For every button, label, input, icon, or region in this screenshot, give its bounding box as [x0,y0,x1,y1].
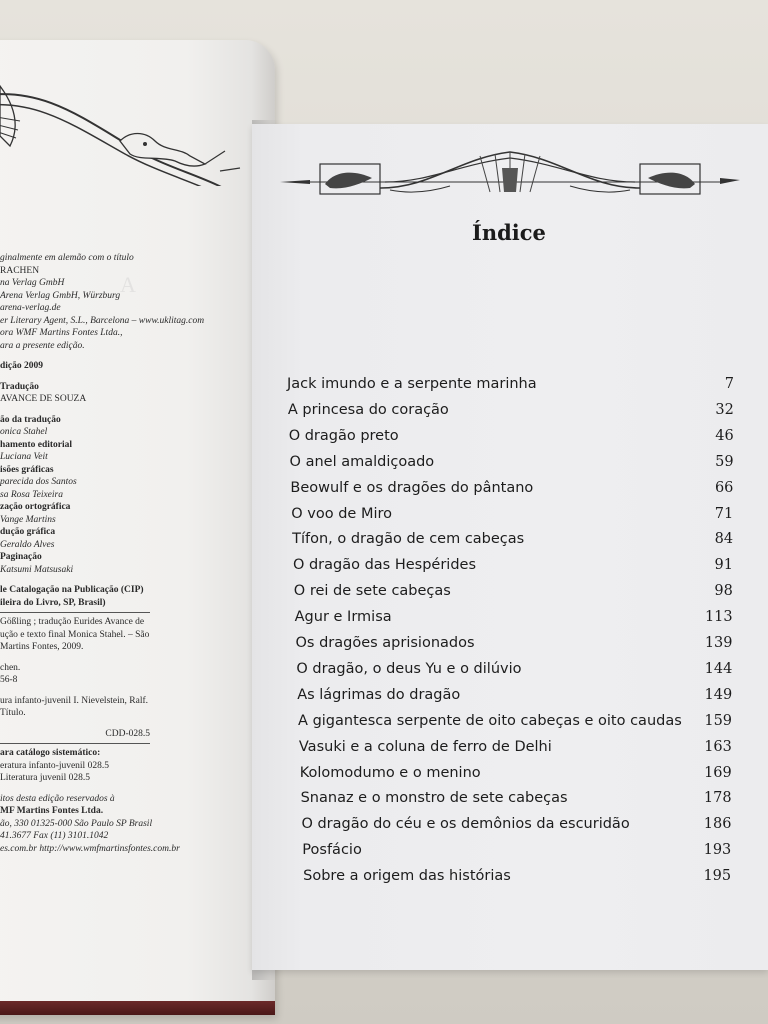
colophon-line: AVANCE DE SOUZA [0,394,87,404]
toc-entry-page: 149 [704,686,733,703]
colophon-line: RACHEN [0,265,40,276]
page-title: Índice [472,220,546,245]
colophon-line [0,576,270,584]
colophon-line: ão, 330 01325-000 São Paulo SP Brasil [0,818,153,829]
colophon-line [0,785,270,793]
colophon-line: CDD-028.5 [105,728,150,739]
colophon-line [0,743,150,744]
colophon-line: sa Rosa Teixeira [0,489,63,500]
toc-entry-page: 91 [714,557,733,574]
colophon-line: chen. [0,662,21,673]
toc-entry [299,739,768,761]
table-of-contents [252,124,768,970]
toc-entry-title: A gigantesca serpente de oito cabeças e oito caudas [298,712,682,729]
toc-entry-title: O dragão do céu e os demônios da escuridão [301,816,630,833]
toc-entry-title: Vasuki e a coluna de ferro de Delhi [298,738,552,755]
colophon-line: 41.3677 Fax (11) 3101.1042 [0,831,109,841]
toc-entry [298,713,768,735]
colophon-line: Título. [0,708,26,718]
toc-entry-page: 159 [704,712,733,729]
toc-entry-title: O rei de sete cabeças [293,583,451,600]
colophon-line [0,406,270,414]
show-through-text: A [120,272,138,297]
colophon-line: ara a presente edição. [0,340,85,351]
colophon-line: zação ortográfica [0,502,71,512]
toc-entry [290,454,768,476]
colophon-line: na Verlag GmbH [0,278,65,288]
colophon-line: itos desta edição reservados à [0,793,115,804]
colophon-line: ginalmente em alemão com o título [0,253,134,263]
colophon-line: ora WMF Martins Fontes Ltda., [0,328,123,338]
left-page [0,40,275,1015]
toc-entry-page: 7 [724,376,734,392]
colophon-line [0,654,270,662]
colophon-line [0,720,270,728]
colophon-line: ileira do Livro, SP, Brasil) [0,597,106,608]
toc-entry-page: 46 [715,427,734,444]
dragon-ornament-left [0,76,250,186]
toc-entry-title: Posfácio [302,842,362,859]
colophon-line: Arena Verlag GmbH, Würzburg [0,290,121,301]
toc-entry-title: Agur e Irmisa [294,609,392,626]
toc-entry [291,506,768,528]
toc-entry-page: 193 [703,842,732,859]
colophon-line: dição 2009 [0,361,44,371]
toc-entry [292,531,768,553]
colophon-line: isões gráficas [0,464,54,475]
colophon-line: Vange Martins [0,514,56,525]
colophon-line: Geraldo Alves [0,539,55,550]
colophon-line: MF Martins Fontes Ltda. [0,806,104,816]
colophon-line: arena-verlag.de [0,303,61,313]
toc-entry-title: As lágrimas do dragão [297,686,461,703]
toc-entry [293,557,768,579]
colophon-line: Katsumi Matsusaki [0,564,74,575]
colophon-line: es.com.br http://www.wmfmartinsfontes.com.br [0,843,180,854]
colophon-line: dução gráfica [0,527,56,537]
toc-entry [296,661,768,683]
toc-entry [301,816,768,838]
toc-entry [289,428,768,450]
toc-entry-title: Os dragões aprisionados [295,635,475,651]
toc-entry-page: 71 [714,505,734,522]
toc-entry [301,790,768,812]
toc-entry-page: 169 [704,764,732,781]
toc-entry [296,635,768,657]
toc-entry-title: Sobre a origem das histórias [303,868,511,885]
toc-entry-title: Kolomodumo e o menino [299,764,481,781]
colophon-line [0,373,270,381]
toc-entry-page: 32 [715,401,734,418]
page-edge [0,1001,275,1015]
toc-entry-page: 186 [703,816,732,833]
toc-entry-page: 195 [703,868,732,885]
toc-entry [290,480,768,502]
toc-entry-title: Jack imundo e a serpente marinha [287,376,537,392]
right-page [252,124,768,970]
colophon-line: Literatura juvenil 028.5 [0,773,90,783]
toc-entry [300,765,768,787]
toc-entry-title: O dragão preto [288,427,399,444]
colophon-line [0,352,270,360]
toc-entry [288,402,768,424]
toc-entry-title: O voo de Miro [291,505,392,522]
toc-entry-page: 66 [714,479,734,496]
toc-entry [294,583,768,605]
toc-entry [297,687,768,709]
toc-entry-page: 84 [714,531,734,548]
colophon-line: onica Stahel [0,427,48,437]
colophon-line: parecida dos Santos [0,477,77,487]
toc-entry-page: 113 [704,609,733,626]
toc-entry-title: Tífon, o dragão de cem cabeças [292,531,525,548]
toc-entry-title: Beowulf e os dragões do pântano [290,479,534,496]
toc-entry-page: 59 [715,453,734,470]
toc-entry-page: 178 [703,790,732,807]
toc-entry-title: A princesa do coração [287,401,449,418]
toc-entry-title: O anel amaldiçoado [289,453,435,470]
toc-entry [302,842,768,864]
colophon-line: Paginação [0,552,42,562]
colophon-line: le Catalogação na Publicação (CIP) [0,585,144,595]
colophon-line: hamento editorial [0,439,73,450]
colophon-line: ão da tradução [0,414,61,425]
colophon-line: Luciana Veit [0,452,48,462]
colophon-line [0,612,150,613]
toc-entry-page: 163 [704,738,732,755]
toc-entry-title: O dragão das Hespérides [292,557,477,574]
colophon-line: ara catálogo sistemático: [0,748,101,758]
colophon-line: ura infanto-juvenil I. Nievelstein, Ralf. [0,695,148,706]
toc-entry [295,609,768,631]
colophon-line: eratura infanto-juvenil 028.5 [0,760,109,771]
colophon-line: ução e texto final Monica Stahel. – São [0,629,150,640]
colophon-line: Martins Fontes, 2009. [0,642,84,652]
copyright-colophon [0,252,270,855]
colophon-line: 56-8 [0,675,18,685]
toc-entry [287,376,768,398]
toc-entry-page: 98 [714,583,733,600]
colophon-line: er Literary Agent, S.L., Barcelona – www.uklitag.com [0,315,205,326]
colophon-line: Gößling ; tradução Eurides Avance de [0,617,145,627]
toc-entry-page: 144 [704,660,733,677]
toc-entry [303,868,768,890]
toc-entry-page: 139 [704,635,733,651]
colophon-line: Tradução [0,381,39,392]
colophon-line [0,687,270,695]
toc-entry-title: Snanaz e o monstro de sete cabeças [300,790,568,807]
toc-entry-title: O dragão, o deus Yu e o dilúvio [296,660,522,677]
